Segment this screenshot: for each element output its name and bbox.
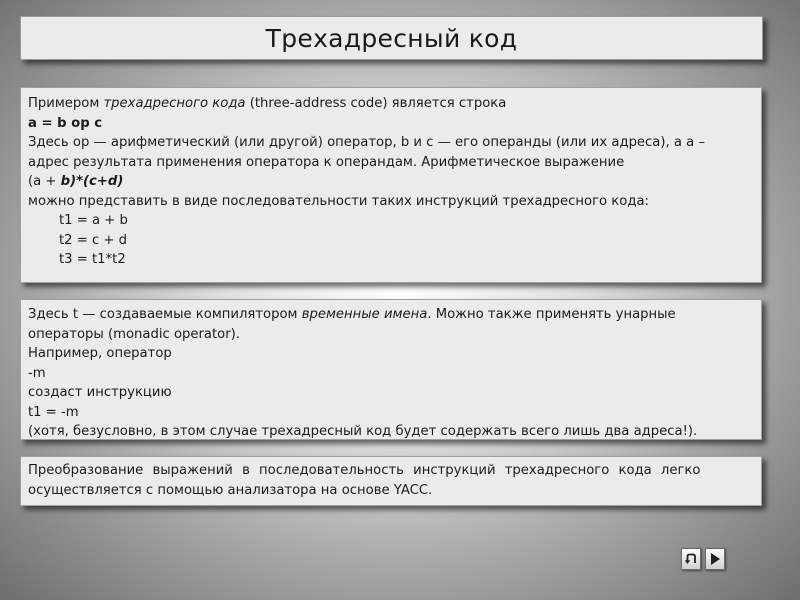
definition-line xyxy=(28,94,753,114)
yacc-line-1: Преобразование выражений в последовательность инструкций трехадресного кода легко xyxy=(28,463,701,478)
temporary-names-panel xyxy=(20,299,762,440)
two-address-note: (хотя, безусловно, в этом случае трехадресный код будет содержать всего лишь два адреса!). xyxy=(28,424,698,439)
term-temporary-names: временные имена xyxy=(301,307,428,322)
result-address-explanation: адрес результата применения оператора к операндам. Арифметическое выражение xyxy=(28,154,625,170)
code-line-3: t3 = t1*t2 xyxy=(59,252,126,267)
expression-rest: b)*(c+d) xyxy=(60,174,124,189)
play-triangle-icon xyxy=(709,552,721,566)
example-operator: -m xyxy=(28,365,46,381)
definition-text: Примером xyxy=(28,96,104,111)
code-line-2: t2 = c + d xyxy=(59,232,128,248)
slide-title: Трехадресный код xyxy=(265,23,518,53)
term-three-address-code: трехадресного кода xyxy=(103,96,246,111)
example-intro: Например, оператор xyxy=(28,346,172,361)
next-button[interactable] xyxy=(705,548,725,570)
definition-text-end: (three-address code) является строка xyxy=(245,96,507,111)
sequence-intro: можно представить в виде последовательности таких инструкций трехадресного кода: xyxy=(28,193,649,209)
monadic-operators-line: операторы (monadic operator). xyxy=(28,326,241,342)
creates-instruction-line: создаст инструкцию xyxy=(28,385,172,400)
instruction-form: a = b op c xyxy=(28,115,103,131)
temp-names-text-end: . Можно также применять унарные xyxy=(427,307,676,322)
yacc-line-2: осуществляется с помощью анализатора на основе YACC. xyxy=(28,482,433,498)
code-line-1: t1 = a + b xyxy=(59,213,128,228)
temp-names-line xyxy=(28,305,753,325)
definition-panel xyxy=(20,87,762,283)
back-button[interactable] xyxy=(681,548,701,570)
expression-start: (a + xyxy=(28,174,61,189)
return-arrow-icon xyxy=(684,552,698,566)
operands-explanation: Здесь op — арифметический (или другой) оператор, b и с — его операнды (или их адреса), а а – xyxy=(28,135,706,150)
yacc-panel xyxy=(20,456,762,506)
title-bar xyxy=(20,16,763,60)
temp-names-text: Здесь t — создаваемые компилятором xyxy=(28,307,302,322)
example-instruction: t1 = -m xyxy=(28,404,79,420)
arithmetic-expression xyxy=(28,172,753,192)
